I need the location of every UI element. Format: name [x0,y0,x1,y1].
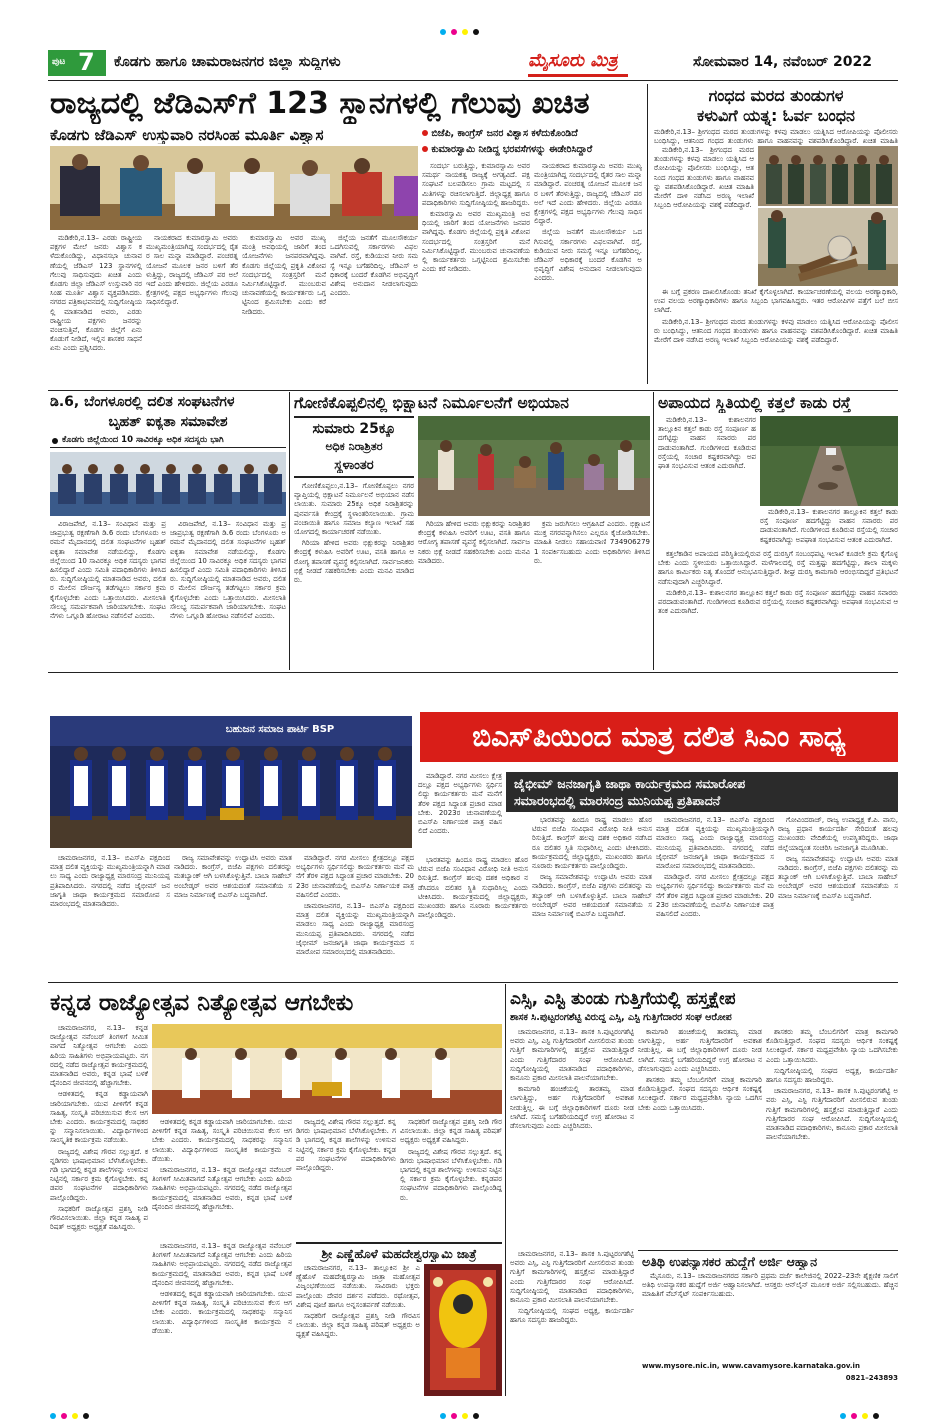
story6-body1c: ಚಾಮರಾಜನಗರ, ನ.13– ಬಿಎಸ್‌ಪಿ ಪಕ್ಷದಿಂದ ಮಾತ್ರ ದಲಿತ ವ್ಯಕ್ತಿಯನ್ನು ಮುಖ್ಯಮಂತ್ರಿಯನ್ನಾಗಿ ಮಾಡಲು ಸಾಧ್ಯ ಎಂದು ರಾಜ್ಯಾಧ್ಯಕ್ಷ ಮಾರಸಂದ್ರ ಮುನಿಯಪ್ಪ ಪ್ರತಿಪಾದಿಸಿದರು. ನಗರದಲ್ಲಿ ನಡೆದ ಜೈಭೀಮ್ ಜನಜಾಗೃತಿ ಜಾಥಾ ಕಾರ್ಯಕ್ರಮದ ಸಮಾರೋಪ ಸಮಾರಂಭದಲ್ಲಿ ಮಾತನಾಡಿದರು. [656,816,774,871]
story1-bullet1 [422,128,652,142]
story9-col1 [510,1028,634,1248]
story6-body2b: ರಾಜ್ಯ ಸಮಾವೇಶವನ್ನು ಉದ್ಘಾಟಿಸಿ ಅವರು ಮಾತನಾಡಿದರು. ಕಾಂಗ್ರೆಸ್, ಬಿಜೆಪಿ ಪಕ್ಷಗಳು ದಲಿತರನ್ನು ಮತಬ್ಯಾಂಕ್ ಆಗಿ ಬಳಸಿಕೊಳ್ಳುತ್ತಿವೆ. ಬಾಬಾ ಸಾಹೇಬ್ ಅಂಬೇಡ್ಕರ್ ಅವರ ಆಶಯದಂತೆ ಸಮಾನತೆಯ ಸಮಾಜ ನಿರ್ಮಾಣಕ್ಕೆ ಬಿಎಸ್‌ಪಿ ಬದ್ಧವಾಗಿದೆ. [532,873,652,919]
story6-subhead-band [506,772,898,812]
story1-col5 [422,162,530,386]
story7-body4b: ಸಾಧಕರಿಗೆ ರಾಜ್ಯೋತ್ಸವ ಪ್ರಶಸ್ತಿ ನೀಡಿ ಗೌರವಿಸಲಾಯಿತು. ಜಿಲ್ಲಾ ಕನ್ನಡ ಸಾಹಿತ್ಯ ಪರಿಷತ್ ಅಧ್ಯಕ್ಷರು ಅಧ್ಯಕ್ಷತೆ ವಹಿಸಿದ್ದರು. [50,1204,148,1232]
story1-body1: ಮಡಿಕೇರಿ,ನ.13– ಎರಡು ರಾಷ್ಟ್ರೀಯ ಪಕ್ಷಗಳ ಮೇಲೆ ಜನರು ವಿಶ್ವಾಸ ಕಳೆದುಕೊಂಡಿದ್ದು, ವಿಧಾನಸಭಾ ಚುನಾವಣೆಯಲ್ಲಿ ಜೆಡಿಎಸ್ 123 ಸ್ಥಾನಗಳಲ್ಲಿ ಗೆಲುವು ಸಾಧಿಸುವುದು ಖಚಿತ ಎಂದು ಕೊಡಗು ಜಿಲ್ಲಾ ಜೆಡಿಎಸ್ ಉಸ್ತುವಾರಿ ನರಸಿಂಹ ಮೂರ್ತಿ ವಿಶ್ವಾಸ ವ್ಯಕ್ತಪಡಿಸಿದರು. ನಗರದ ಪತ್ರಿಕಾಭವನದಲ್ಲಿ ಸುದ್ದಿಗೋಷ್ಠಿಯಲ್ಲಿ ಮಾತನಾಡಿದ ಅವರು, ಎರಡು ರಾಷ್ಟ್ರೀಯ ಪಕ್ಷಗಳು ಜನರನ್ನು ವಂಚಿಸುತ್ತಿವೆ, ಕೊಡಗು ಜಿಲ್ಲೆಗೆ ಏನು ಕೊಡುಗೆ ನೀಡಿದೆ, ಇಲ್ಲಿನ ಶಾಸಕರ ಸಾಧನೆ ಏನು ಎಂದು ಪ್ರಶ್ನಿಸಿದರು. [50,234,142,353]
story5-body2-text: ಕತ್ತಲೆಕಾಡಿನ ಅಪಾಯದ ಪರಿಸ್ಥಿತಿಯಲ್ಲಿರುವ ರಸ್ತೆ ದುರಸ್ತಿಗೆ ಸಂಬಂಧಪಟ್ಟ ಇಲಾಖೆ ಕೂಡಲೇ ಕ್ರಮ ಕೈಗೊಳ್ಳಬೇಕು ಎಂದು ಸ್ಥಳೀಯರು ಒತ್ತಾಯಿಸಿದ್ದಾರೆ. ಮಳೆಗಾಲದಲ್ಲಿ ರಸ್ತೆ ಮತ್ತಷ್ಟು ಹದಗೆಟ್ಟಿದ್ದು, ಶಾಲಾ ಮಕ್ಕಳು ಹಾಗೂ ಕಾರ್ಮಿಕರು ನಿತ್ಯ ತೊಂದರೆ ಅನುಭವಿಸುತ್ತಿದ್ದಾರೆ. ಶೀಘ್ರ ದುರಸ್ತಿ ಕಾಮಗಾರಿ ಆರಂಭಿಸದಿದ್ದರೆ ಪ್ರತಿಭಟನೆ ನಡೆಸುವುದಾಗಿ ಎಚ್ಚರಿಸಿದ್ದಾರೆ. [658,550,898,586]
registration-marks-bottom-left [50,1404,120,1412]
story4-box-line2: ಅಧಿಕ ನಿರಾಶ್ರಿತರ [325,440,383,453]
story9-body4b: ಸುದ್ದಿಗೋಷ್ಠಿಯಲ್ಲಿ ಸಂಘದ ಅಧ್ಯಕ್ಷ, ಕಾರ್ಯದರ್ಶಿ ಹಾಗೂ ಸದಸ್ಯರು ಹಾಜರಿದ್ದರು. [510,1307,634,1325]
story6-col4 [418,856,528,978]
story1-col6 [534,162,642,386]
story6-col3 [296,854,414,978]
story1-body4: ಸಂದರ್ಭ ಬರುತ್ತಿದ್ದು, ಕುಮಾರಸ್ವಾಮಿ ಅವರ ಸಮರ್ಥ ನಾಯಕತ್ವ ರಾಜ್ಯಕ್ಕೆ ಅಗತ್ಯವಿದೆ. ಪಕ್ಷ ಸಂಘಟನೆ ಬಲಪಡಿಸಲು ಗ್ರಾಮ ಮಟ್ಟದಲ್ಲಿ ಸಮಿತಿಗಳನ್ನು ರಚಿಸಲಾಗುತ್ತಿದೆ. ಜಿಲ್ಲಾಧ್ಯಕ್ಷ ಹಾಗೂ ಪದಾಧಿಕಾರಿಗಳು ಸುದ್ದಿಗೋಷ್ಠಿಯಲ್ಲಿ ಹಾಜರಿದ್ದರು. [422,162,530,207]
story2-body1b: ಮಡಿಕೇರಿ,ನ.13– ಶ್ರೀಗಂಧದ ಮರದ ತುಂಡುಗಳನ್ನು ಕಳವು ಮಾಡಲು ಯತ್ನಿಸಿದ ಆರೋಪಿಯನ್ನು ಪೊಲೀಸರು ಬಂಧಿಸಿದ್ದು, ಆತನಿಂದ ಗಂಧದ ತುಂಡುಗಳು ಹಾಗೂ ವಾಹನವನ್ನು ವಶಪಡಿಸಿಕೊಂಡಿದ್ದಾರೆ. ಖಚಿತ ಮಾಹಿತಿ ಮೇರೆಗೆ ದಾಳಿ ನಡೆಸಿದ ಅರಣ್ಯ ಇಲಾಖೆ ಸಿಬ್ಬಂದಿ ಆರೋಪಿಯನ್ನು ವಶಕ್ಕೆ ಪಡೆದಿದ್ದಾರೆ. [654,146,754,210]
story4-col1 [294,482,414,668]
story2-headline2: ಕಳುವಿಗೆ ಯತ್ನ: ಓರ್ವ ಬಂಧನ [697,106,855,125]
bullet2-text: ಕುಮಾರಸ್ವಾಮಿ ನೀಡಿದ್ದ ಭರವಸೆಗಳನ್ನು ಈಡೇರಿಸಿದ್ದಾರೆ [431,144,593,155]
story10-links-text[interactable]: www.mysore.nic.in, www.cavamysore.karnataka.gov.in [642,1362,860,1370]
story4-box-line3: ಸ್ಥಳಾಂತರ [334,458,374,473]
row-rule-2 [48,672,898,673]
story9-body2b: ಕಾಮಗಾರಿ ಹಂಚಿಕೆಯಲ್ಲಿ ತಾರತಮ್ಯ ಮಾಡಲಾಗುತ್ತಿದ್ದು, ಅರ್ಹ ಗುತ್ತಿಗೆದಾರರಿಗೆ ಅವಕಾಶ ನೀಡುತ್ತಿಲ್ಲ. ಈ ಬಗ್ಗೆ ಜಿಲ್ಲಾಧಿಕಾರಿಗಳಿಗೆ ದೂರು ನೀಡಲಾಗಿದೆ. ಸಮಸ್ಯೆ ಬಗೆಹರಿಯದಿದ್ದರೆ ಉಗ್ರ ಹೋರಾಟ ನಡೆಸಲಾಗುವುದು ಎಂದು ಎಚ್ಚರಿಸಿದರು. [510,1085,634,1131]
story9-body4: ಸುದ್ದಿಗೋಷ್ಠಿಯಲ್ಲಿ ಸಂಘದ ಅಧ್ಯಕ್ಷ, ಕಾರ್ಯದರ್ಶಿ ಹಾಗೂ ಸದಸ್ಯರು ಹಾಜರಿದ್ದರು. [766,1066,898,1085]
story4-body3: ಕ್ರಮ ಜರುಗಿಸಲು ಆಗ್ರಹಿಸಿದೆ ಎಂದರು. ಭಿಕ್ಷಾಟನೆ ಮುಕ್ತ ನಗರವನ್ನಾಗಿಸಲು ಎಲ್ಲರೂ ಕೈಜೋಡಿಸಬೇಕು. ಮಾಹಿತಿ ನೀಡಲು ಸಹಾಯವಾಣಿ 7349062791 ಸಂಪರ್ಕಿಸಬಹುದು ಎಂದು ಅಧಿಕಾರಿಗಳು ತಿಳಿಸಿದರು. [534,520,650,565]
story7-body2c: ಆಡಳಿತದಲ್ಲಿ ಕನ್ನಡ ಕಡ್ಡಾಯವಾಗಿ ಜಾರಿಯಾಗಬೇಕು. ಯುವ ಪೀಳಿಗೆಗೆ ಕನ್ನಡ ಸಾಹಿತ್ಯ, ಸಂಸ್ಕೃತಿ ಪರಿಚಯಿಸುವ ಕೆಲಸ ಆಗಬೇಕು ಎಂದರು. ಕಾರ್ಯಕ್ರಮದಲ್ಲಿ ಸಾಧಕರನ್ನು ಸನ್ಮಾನಿಸಲಾಯಿತು. ವಿದ್ಯಾರ್ಥಿಗಳಿಂದ ಸಾಂಸ್ಕೃತಿಕ ಕಾರ್ಯಕ್ರಮ ನಡೆಯಿತು. [152,1290,292,1335]
story10-contact [642,1374,898,1384]
story7-body1: ಚಾಮರಾಜನಗರ, ನ.13– ಕನ್ನಡ ರಾಜ್ಯೋತ್ಸವ ನವೆಂಬರ್ ತಿಂಗಳಿಗೆ ಸೀಮಿತವಾಗದೆ ನಿತ್ಯೋತ್ಸವ ಆಗಬೇಕು ಎಂದು ಹಿರಿಯ ಸಾಹಿತಿಗಳು ಅಭಿಪ್ರಾಯಪಟ್ಟರು. ನಗರದಲ್ಲಿ ನಡೆದ ರಾಜ್ಯೋತ್ಸವ ಕಾರ್ಯಕ್ರಮದಲ್ಲಿ ಮಾತನಾಡಿದ ಅವರು, ಕನ್ನಡ ಭಾಷೆ ಬಳಕೆ ದೈನಂದಿನ ಜೀವನದಲ್ಲಿ ಹೆಚ್ಚಾಗಬೇಕು. [50,1024,148,1088]
bullet-dot-icon [52,438,58,444]
story7-body3c: ರಾಜ್ಯದಲ್ಲಿ ವಿಶೇಷ ಗೌರವ ಸಲ್ಲುತ್ತದೆ. ಕನ್ನಡಿಗರು ಭಾಷಾಭಿಮಾನ ಬೆಳೆಸಿಕೊಳ್ಳಬೇಕು. ಗಡಿ ಭಾಗದಲ್ಲಿ ಕನ್ನಡ ಶಾಲೆಗಳನ್ನು ಉಳಿಸುವ ನಿಟ್ಟಿನಲ್ಲಿ ಸರ್ಕಾರ ಕ್ರಮ ಕೈಗೊಳ್ಳಬೇಕು. ಕನ್ನಡಪರ ಸಂಘಟನೆಗಳ ಪದಾಧಿಕಾರಿಗಳು ಪಾಲ್ಗೊಂಡಿದ್ದರು. [400,1147,502,1202]
story10-headline: ಅತಿಥಿ ಉಪನ್ಯಾಸಕರ ಹುದ್ದೆಗೆ ಅರ್ಜಿ ಆಹ್ವಾನ [642,1254,818,1269]
black-dot-icon [473,29,479,35]
registration-marks-bottom-mid [440,1404,510,1412]
story2-col-left [654,146,754,286]
story9-col2 [638,1028,762,1248]
story3-subhead-box [50,434,286,448]
story5-body1c: ಮಡಿಕೇರಿ,ನ.13– ಕುಶಾಲನಗರ ತಾಲ್ಲೂಕಿನ ಕತ್ತಲೆ ಕಾಡು ರಸ್ತೆ ಸಂಪೂರ್ಣ ಹದಗೆಟ್ಟಿದ್ದು ವಾಹನ ಸವಾರರು ಪರದಾಡುವಂತಾಗಿದೆ. ಗುಂಡಿಗಳಿಂದ ಕೂಡಿರುವ ರಸ್ತೆಯಲ್ಲಿ ಸಂಚಾರ ಕಷ್ಟಕರವಾಗಿದ್ದು ಅಪಘಾತ ಸಂಭವಿಸುವ ಆತಂಕ ಎದುರಾಗಿದೆ. [658,588,898,616]
story1-headline: ರಾಜ್ಯದಲ್ಲಿ ಜೆಡಿಎಸ್‌ಗೆ 123 ಸ್ಥಾನಗಳಲ್ಲಿ ಗೆಲುವು ಖಚಿತ [50,86,590,121]
row-rule-3 [48,982,898,983]
story2-photo-seized-logs [758,208,898,286]
story7-body2: ಆಡಳಿತದಲ್ಲಿ ಕನ್ನಡ ಕಡ್ಡಾಯವಾಗಿ ಜಾರಿಯಾಗಬೇಕು. ಯುವ ಪೀಳಿಗೆಗೆ ಕನ್ನಡ ಸಾಹಿತ್ಯ, ಸಂಸ್ಕೃತಿ ಪರಿಚಯಿಸುವ ಕೆಲಸ ಆಗಬೇಕು ಎಂದರು. ಕಾರ್ಯಕ್ರಮದಲ್ಲಿ ಸಾಧಕರನ್ನು ಸನ್ಮಾನಿಸಲಾಯಿತು. ವಿದ್ಯಾರ್ಥಿಗಳಿಂದ ಸಾಂಸ್ಕೃತಿಕ ಕಾರ್ಯಕ್ರಮ ನಡೆಯಿತು. [152,1118,292,1163]
story6-col1 [50,854,170,978]
story5-photo-road [760,416,898,506]
story7-body1b: ಚಾಮರಾಜನಗರ, ನ.13– ಕನ್ನಡ ರಾಜ್ಯೋತ್ಸವ ನವೆಂಬರ್ ತಿಂಗಳಿಗೆ ಸೀಮಿತವಾಗದೆ ನಿತ್ಯೋತ್ಸವ ಆಗಬೇಕು ಎಂದು ಹಿರಿಯ ಸಾಹಿತಿಗಳು ಅಭಿಪ್ರಾಯಪಟ್ಟರು. ನಗರದಲ್ಲಿ ನಡೆದ ರಾಜ್ಯೋತ್ಸವ ಕಾರ್ಯಕ್ರಮದಲ್ಲಿ ಮಾತನಾಡಿದ ಅವರು, ಕನ್ನಡ ಭಾಷೆ ಬಳಕೆ ದೈನಂದಿನ ಜೀವನದಲ್ಲಿ ಹೆಚ್ಚಾಗಬೇಕು. [152,1166,292,1211]
story4-body2b: ಗಿರಿಯಾ ಹೇಳಿದ ಅವರು ಭಿಕ್ಷುಕರನ್ನು ನಿರಾಶ್ರಿತರ ಕೇಂದ್ರಕ್ಕೆ ಕಳುಹಿಸಿ ಅವರಿಗೆ ಊಟ, ವಸತಿ ಹಾಗೂ ಆರೋಗ್ಯ ತಪಾಸಣೆ ವ್ಯವಸ್ಥೆ ಕಲ್ಪಿಸಲಾಗಿದೆ. ಸಾರ್ವಜನಿಕರು ಭಿಕ್ಷೆ ನೀಡದೆ ಸಹಕರಿಸಬೇಕು ಎಂದು ಮನವಿ ಮಾಡಿದರು. [294,539,414,585]
story6-col7 [778,816,898,978]
story6-body3c: ಮಾಡಿದ್ದಾರೆ. ನಗರ ಮೀಸಲು ಕ್ಷೇತ್ರದಲ್ಲೂ ಪಕ್ಷದ ಅಭ್ಯರ್ಥಿಗಳು ಸ್ಪರ್ಧಿಸಲಿದ್ದು ಕಾರ್ಯಕರ್ತರು ಮನೆ ಮನೆಗೆ ತೆರಳಿ ಪಕ್ಷದ ಸಿದ್ಧಾಂತ ಪ್ರಚಾರ ಮಾಡಬೇಕು. 2023ರ ಚುನಾವಣೆಯಲ್ಲಿ ಬಿಎಸ್‌ಪಿ ನಿರ್ಣಾಯಕ ಪಾತ್ರ ವಹಿಸಲಿದೆ ಎಂದರು. [656,873,774,919]
story6-col-a [418,772,502,854]
page-number-box [48,50,106,76]
story7-col4 [400,1118,502,1238]
story6-body5: ಗೋವಿಂದರಾಜ್, ರಾಜ್ಯ ಉಪಾಧ್ಯಕ್ಷ ಕೆ.ಪಿ. ವಾಸು, ರಾಜ್ಯ ಪ್ರಧಾನ ಕಾರ್ಯದರ್ಶಿ ಸೇರಿದಂತೆ ಹಲವು ಮುಖಂಡರು ವೇದಿಕೆಯಲ್ಲಿ ಉಪಸ್ಥಿತರಿದ್ದರು. ಜಾಥಾ ಜಿಲ್ಲೆಯಾದ್ಯಂತ ಸಂಚರಿಸಿ ಜನಜಾಗೃತಿ ಮೂಡಿಸಿತು. [778,816,898,852]
story9-subhead: ಶಾಸಕ ಸಿ.ಪುಟ್ಟರಂಗಶೆಟ್ಟಿ ವಿರುದ್ಧ ಎಸ್ಸಿ, ಎಸ್ಟಿ ಗುತ್ತಿಗೆದಾರರ ಸಂಘ ಆರೋಪ [510,1012,732,1023]
col-rule-right [647,84,648,384]
story5-col-right [760,508,898,548]
col-rule-bottom [505,984,506,1396]
page-number: 7 [78,48,95,76]
story7-headline: ಕನ್ನಡ ರಾಜ್ಯೋತ್ಸವ ನಿತ್ಯೋತ್ಸವ ಆಗಬೇಕು [50,990,354,1016]
magenta-dot-icon [451,1413,457,1419]
story4-body1: ಗೋಣಿಕೊಪ್ಪಲು,ನ.13– ಗೋಣಿಕೊಪ್ಪಲು ನಗರ ವ್ಯಾಪ್ತಿಯಲ್ಲಿ ಭಿಕ್ಷಾಟನೆ ನಿರ್ಮೂಲನೆ ಅಭಿಯಾನ ನಡೆಸಲಾಯಿತು. ಸುಮಾರು 25ಕ್ಕೂ ಅಧಿಕ ನಿರಾಶ್ರಿತರನ್ನು ಪುನರ್ವಸತಿ ಕೇಂದ್ರಕ್ಕೆ ಸ್ಥಳಾಂತರಿಸಲಾಯಿತು. ಗ್ರಾಮ ಪಂಚಾಯಿತಿ ಹಾಗೂ ಸಮಾಜ ಕಲ್ಯಾಣ ಇಲಾಖೆ ಸಹಯೋಗದಲ್ಲಿ ಕಾರ್ಯಾಚರಣೆ ನಡೆಯಿತು. [294,482,414,537]
story6-photo-banner: ಬಹುಜನ ಸಮಾಜ ಪಾರ್ಟಿ BSP [225,724,335,735]
story2-body1c: ಮಡಿಕೇರಿ,ನ.13– ಶ್ರೀಗಂಧದ ಮರದ ತುಂಡುಗಳನ್ನು ಕಳವು ಮಾಡಲು ಯತ್ನಿಸಿದ ಆರೋಪಿಯನ್ನು ಪೊಲೀಸರು ಬಂಧಿಸಿದ್ದು, ಆತನಿಂದ ಗಂಧದ ತುಂಡುಗಳು ಹಾಗೂ ವಾಹನವನ್ನು ವಶಪಡಿಸಿಕೊಂಡಿದ್ದಾರೆ. ಖಚಿತ ಮಾಹಿತಿ ಮೇರೆಗೆ ದಾಳಿ ನಡೆಸಿದ ಅರಣ್ಯ ಇಲಾಖೆ ಸಿಬ್ಬಂದಿ ಆರೋಪಿಯನ್ನು ವಶಕ್ಕೆ ಪಡೆದಿದ್ದಾರೆ. [654,317,898,345]
story5-col-left [658,416,756,548]
story6-headline: ಬಿಎಸ್‌ಪಿಯಿಂದ ಮಾತ್ರ ದಲಿತ ಸಿಎಂ ಸಾಧ್ಯ [472,720,846,753]
story9-body1: ಚಾಮರಾಜನಗರ, ನ.13– ಶಾಸಕ ಸಿ.ಪುಟ್ಟರಂಗಶೆಟ್ಟಿ ಅವರು ಎಸ್ಸಿ, ಎಸ್ಟಿ ಗುತ್ತಿಗೆದಾರರಿಗೆ ಮೀಸಲಿರುವ ತುಂಡು ಗುತ್ತಿಗೆ ಕಾಮಗಾರಿಗಳಲ್ಲಿ ಹಸ್ತಕ್ಷೇಪ ಮಾಡುತ್ತಿದ್ದಾರೆ ಎಂದು ಗುತ್ತಿಗೆದಾರರ ಸಂಘ ಆರೋಪಿಸಿದೆ. ಸುದ್ದಿಗೋಷ್ಠಿಯಲ್ಲಿ ಮಾತನಾಡಿದ ಪದಾಧಿಕಾರಿಗಳು, ಕಾನೂನು ಪ್ರಕಾರ ಮೀಸಲಾತಿ ಪಾಲನೆಯಾಗಬೇಕು. [510,1028,634,1083]
story6-col2 [174,854,292,978]
story8-col1 [296,1264,420,1396]
story7-col2 [152,1118,292,1238]
story3-subhead: ಕೊಡಗು ಜಿಲ್ಲೆಯಿಂದ 10 ಸಾವಿರಕ್ಕೂ ಅಧಿಕ ಸದಸ್ಯರು ಭಾಗಿ [62,435,224,445]
story1-bullet2 [422,144,652,158]
section-title: ಕೊಡಗು ಹಾಗೂ ಚಾಮರಾಜನಗರ ಜಿಲ್ಲಾ ಸುದ್ದಿಗಳು [114,54,341,70]
cyan-dot-icon [440,1413,446,1419]
registration-marks-top [440,20,510,28]
story5-body1b: ಮಡಿಕೇರಿ,ನ.13– ಕುಶಾಲನಗರ ತಾಲ್ಲೂಕಿನ ಕತ್ತಲೆ ಕಾಡು ರಸ್ತೆ ಸಂಪೂರ್ಣ ಹದಗೆಟ್ಟಿದ್ದು ವಾಹನ ಸವಾರರು ಪರದಾಡುವಂತಾಗಿದೆ. ಗುಂಡಿಗಳಿಂದ ಕೂಡಿರುವ ರಸ್ತೆಯಲ್ಲಿ ಸಂಚಾರ ಕಷ್ಟಕರವಾಗಿದ್ದು ಅಪಘಾತ ಸಂಭವಿಸುವ ಆತಂಕ ಎದುರಾಗಿದೆ. [760,508,898,544]
header-rule [48,80,898,81]
page-header [48,48,898,78]
story4-col2 [418,520,530,668]
story6-body1: ಚಾಮರಾಜನಗರ, ನ.13– ಬಿಎಸ್‌ಪಿ ಪಕ್ಷದಿಂದ ಮಾತ್ರ ದಲಿತ ವ್ಯಕ್ತಿಯನ್ನು ಮುಖ್ಯಮಂತ್ರಿಯನ್ನಾಗಿ ಮಾಡಲು ಸಾಧ್ಯ ಎಂದು ರಾಜ್ಯಾಧ್ಯಕ್ಷ ಮಾರಸಂದ್ರ ಮುನಿಯಪ್ಪ ಪ್ರತಿಪಾದಿಸಿದರು. ನಗರದಲ್ಲಿ ನಡೆದ ಜೈಭೀಮ್ ಜನಜಾಗೃತಿ ಜಾಥಾ ಕಾರ್ಯಕ್ರಮದ ಸಮಾರೋಪ ಸಮಾರಂಭದಲ್ಲಿ ಮಾತನಾಡಿದರು. [50,854,170,909]
story6-body2: ರಾಜ್ಯ ಸಮಾವೇಶವನ್ನು ಉದ್ಘಾಟಿಸಿ ಅವರು ಮಾತನಾಡಿದರು. ಕಾಂಗ್ರೆಸ್, ಬಿಜೆಪಿ ಪಕ್ಷಗಳು ದಲಿತರನ್ನು ಮತಬ್ಯಾಂಕ್ ಆಗಿ ಬಳಸಿಕೊಳ್ಳುತ್ತಿವೆ. ಬಾಬಾ ಸಾಹೇಬ್ ಅಂಬೇಡ್ಕರ್ ಅವರ ಆಶಯದಂತೆ ಸಮಾನತೆಯ ಸಮಾಜ ನಿರ್ಮಾಣಕ್ಕೆ ಬಿಎಸ್‌ಪಿ ಬದ್ಧವಾಗಿದೆ. [174,854,292,899]
story1-body5b: ಜಿಲ್ಲೆಯ ಜನತೆಗೆ ಮೂಲಸೌಕರ್ಯ ಒದಗಿಸುವಲ್ಲಿ ಸರ್ಕಾರಗಳು ವಿಫಲವಾಗಿವೆ. ರಸ್ತೆ, ಕುಡಿಯುವ ನೀರು ಸಮಸ್ಯೆ ಇನ್ನೂ ಬಗೆಹರಿದಿಲ್ಲ. ಜೆಡಿಎಸ್ ಅಧಿಕಾರಕ್ಕೆ ಬಂದರೆ ಕೊಡಗಿನ ಅಭಿವೃದ್ಧಿಗೆ ವಿಶೇಷ ಅನುದಾನ ನೀಡಲಾಗುವುದು ಎಂದರು. [534,228,642,283]
story6-body2c: ರಾಜ್ಯ ಸಮಾವೇಶವನ್ನು ಉದ್ಘಾಟಿಸಿ ಅವರು ಮಾತನಾಡಿದರು. ಕಾಂಗ್ರೆಸ್, ಬಿಜೆಪಿ ಪಕ್ಷಗಳು ದಲಿತರನ್ನು ಮತಬ್ಯಾಂಕ್ ಆಗಿ ಬಳಸಿಕೊಳ್ಳುತ್ತಿವೆ. ಬಾಬಾ ಸಾಹೇಬ್ ಅಂಬೇಡ್ಕರ್ ಅವರ ಆಶಯದಂತೆ ಸಮಾನತೆಯ ಸಮಾಜ ನಿರ್ಮಾಣಕ್ಕೆ ಬಿಎಸ್‌ಪಿ ಬದ್ಧವಾಗಿದೆ. [778,854,898,900]
story3-col2 [170,520,286,668]
story6-body4: ಭಾರತವನ್ನು ಹಿಂದೂ ರಾಷ್ಟ್ರ ಮಾಡಲು ಹೊರಟಿರುವ ಬಿಜೆಪಿ ಸಂವಿಧಾನ ವಿರೋಧಿ ನೀತಿ ಅನುಸರಿಸುತ್ತಿದೆ. ಕಾಂಗ್ರೆಸ್ ಹಲವು ದಶಕ ಅಧಿಕಾರ ನಡೆಸಿದರೂ ದಲಿತರ ಸ್ಥಿತಿ ಸುಧಾರಿಸಿಲ್ಲ ಎಂದು ಟೀಕಿಸಿದರು. ಕಾರ್ಯಕ್ರಮದಲ್ಲಿ ಜಿಲ್ಲಾಧ್ಯಕ್ಷರು, ಮುಖಂಡರು ಹಾಗೂ ನೂರಾರು ಕಾರ್ಯಕರ್ತರು ಪಾಲ್ಗೊಂಡಿದ್ದರು. [418,856,528,920]
story5-body1: ಮಡಿಕೇರಿ,ನ.13– ಕುಶಾಲನಗರ ತಾಲ್ಲೂಕಿನ ಕತ್ತಲೆ ಕಾಡು ರಸ್ತೆ ಸಂಪೂರ್ಣ ಹದಗೆಟ್ಟಿದ್ದು ವಾಹನ ಸವಾರರು ಪರದಾಡುವಂತಾಗಿದೆ. ಗುಂಡಿಗಳಿಂದ ಕೂಡಿರುವ ರಸ್ತೆಯಲ್ಲಿ ಸಂಚಾರ ಕಷ್ಟಕರವಾಗಿದ್ದು ಅಪಘಾತ ಸಂಭವಿಸುವ ಆತಂಕ ಎದುರಾಗಿದೆ. [658,416,756,471]
story10-top-rule [638,1250,898,1251]
story4-box-line1: ಸುಮಾರು 25ಕ್ಕೂ [312,421,396,437]
story7-body3b: ರಾಜ್ಯದಲ್ಲಿ ವಿಶೇಷ ಗೌರವ ಸಲ್ಲುತ್ತದೆ. ಕನ್ನಡಿಗರು ಭಾಷಾಭಿಮಾನ ಬೆಳೆಸಿಕೊಳ್ಳಬೇಕು. ಗಡಿ ಭಾಗದಲ್ಲಿ ಕನ್ನಡ ಶಾಲೆಗಳನ್ನು ಉಳಿಸುವ ನಿಟ್ಟಿನಲ್ಲಿ ಸರ್ಕಾರ ಕ್ರಮ ಕೈಗೊಳ್ಳಬೇಕು. ಕನ್ನಡಪರ ಸಂಘಟನೆಗಳ ಪದಾಧಿಕಾರಿಗಳು ಪಾಲ್ಗೊಂಡಿದ್ದರು. [50,1147,148,1202]
story1-col2 [146,234,238,386]
story4-headline: ಗೋಣಿಕೊಪ್ಪಲಿನಲ್ಲಿ ಭಿಕ್ಷಾಟನೆ ನಿರ್ಮೂಲನೆಗೆ ಅಭಿಯಾನ [294,394,569,412]
story10-contact-text: 0821–243893 [845,1374,898,1382]
story8-body: ಚಾಮರಾಜನಗರ, ನ.13– ತಾಲ್ಲೂಕಿನ ಶ್ರೀ ಎಣ್ಣೆಹೊಳೆ ಮಹದೇಶ್ವರಸ್ವಾಮಿ ಜಾತ್ರಾ ಮಹೋತ್ಸವ ವಿಜೃಂಭಣೆಯಿಂದ ನಡೆಯಿತು. ಸಾವಿರಾರು ಭಕ್ತರು ಪಾಲ್ಗೊಂಡು ದೇವರ ದರ್ಶನ ಪಡೆದರು. ರಥೋತ್ಸವ, ವಿಶೇಷ ಪೂಜೆ ಹಾಗೂ ಅನ್ನಸಂತರ್ಪಣೆ ನಡೆಯಿತು. [296,1264,420,1309]
story6-photo-bsp-event [50,716,412,848]
story6-col6 [656,816,774,978]
story1-body3: ಕುಮಾರಸ್ವಾಮಿ ಅವರ ಮುಖ್ಯಮಂತ್ರಿ ಅವಧಿಯಲ್ಲಿ ಜಾರಿಗೆ ತಂದ ಯೋಜನೆಗಳು ಜನಪರವಾಗಿದ್ದವು. ಕೊಡಗು ಜಿಲ್ಲೆಯಲ್ಲಿ ಪ್ರಕೃತಿ ವಿಕೋಪ ಸಂದರ್ಭದಲ್ಲಿ ಸಂತ್ರಸ್ತರಿಗೆ ಮನೆ ನಿರ್ಮಿಸಿಕೊಟ್ಟಿದ್ದಾರೆ. ಮುಂಬರುವ ಚುನಾವಣೆಯಲ್ಲಿ ಕಾರ್ಯಕರ್ತರು ಒಗ್ಗಟ್ಟಿನಿಂದ ಶ್ರಮಿಸಬೇಕು ಎಂದು ಕರೆ ನೀಡಿದರು. [242,234,326,316]
story7-body4c: ಸಾಧಕರಿಗೆ ರಾಜ್ಯೋತ್ಸವ ಪ್ರಶಸ್ತಿ ನೀಡಿ ಗೌರವಿಸಲಾಯಿತು. ಜಿಲ್ಲಾ ಕನ್ನಡ ಸಾಹಿತ್ಯ ಪರಿಷತ್ ಅಧ್ಯಕ್ಷರು ಅಧ್ಯಕ್ಷತೆ ವಹಿಸಿದ್ದರು. [296,1312,420,1339]
story1-body5: ಜಿಲ್ಲೆಯ ಜನತೆಗೆ ಮೂಲಸೌಕರ್ಯ ಒದಗಿಸುವಲ್ಲಿ ಸರ್ಕಾರಗಳು ವಿಫಲವಾಗಿವೆ. ರಸ್ತೆ, ಕುಡಿಯುವ ನೀರು ಸಮಸ್ಯೆ ಇನ್ನೂ ಬಗೆಹರಿದಿಲ್ಲ. ಜೆಡಿಎಸ್ ಅಧಿಕಾರಕ್ಕೆ ಬಂದರೆ ಕೊಡಗಿನ ಅಭಿವೃದ್ಧಿಗೆ ವಿಶೇಷ ಅನುದಾನ ನೀಡಲಾಗುವುದು ಎಂದರು. [330,234,418,298]
bullet-dot-icon [422,146,428,152]
black-dot-icon [473,1413,479,1419]
story9-body3b: ಶಾಸಕರು ತಮ್ಮ ಬೆಂಬಲಿಗರಿಗೆ ಮಾತ್ರ ಕಾಮಗಾರಿ ಕೊಡಿಸುತ್ತಿದ್ದಾರೆ. ಸಂಘದ ಸದಸ್ಯರು ಆರ್ಥಿಕ ಸಂಕಷ್ಟಕ್ಕೆ ಸಿಲುಕಿದ್ದಾರೆ. ಸರ್ಕಾರ ಮಧ್ಯಪ್ರವೇಶಿಸಿ ನ್ಯಾಯ ಒದಗಿಸಬೇಕು ಎಂದು ಒತ್ತಾಯಿಸಿದರು. [638,1076,762,1112]
story2-body1: ಮಡಿಕೇರಿ,ನ.13– ಶ್ರೀಗಂಧದ ಮರದ ತುಂಡುಗಳನ್ನು ಕಳವು ಮಾಡಲು ಯತ್ನಿಸಿದ ಆರೋಪಿಯನ್ನು ಪೊಲೀಸರು ಬಂಧಿಸಿದ್ದು, ಆತನಿಂದ ಗಂಧದ ತುಂಡುಗಳು ಹಾಗೂ ವಾಹನವನ್ನು ವಶಪಡಿಸಿಕೊಂಡಿದ್ದಾರೆ. ಖಚಿತ ಮಾಹಿತಿ [654,128,898,146]
story6-headline-box [420,712,898,762]
story2-photo-officials [758,146,898,206]
cyan-dot-icon [840,1413,846,1419]
story6-body3: ಮಾಡಿದ್ದಾರೆ. ನಗರ ಮೀಸಲು ಕ್ಷೇತ್ರದಲ್ಲೂ ಪಕ್ಷದ ಅಭ್ಯರ್ಥಿಗಳು ಸ್ಪರ್ಧಿಸಲಿದ್ದು ಕಾರ್ಯಕರ್ತರು ಮನೆ ಮನೆಗೆ ತೆರಳಿ ಪಕ್ಷದ ಸಿದ್ಧಾಂತ ಪ್ರಚಾರ ಮಾಡಬೇಕು. 2023ರ ಚುನಾವಣೆಯಲ್ಲಿ ಬಿಎಸ್‌ಪಿ ನಿರ್ಣಾಯಕ ಪಾತ್ರ ವಹಿಸಲಿದೆ ಎಂದರು. [418,772,502,836]
story3-col1 [50,520,166,668]
story9-col3 [766,1028,898,1248]
story1-col4 [330,234,418,386]
story6-body1b: ಚಾಮರಾಜನಗರ, ನ.13– ಬಿಎಸ್‌ಪಿ ಪಕ್ಷದಿಂದ ಮಾತ್ರ ದಲಿತ ವ್ಯಕ್ತಿಯನ್ನು ಮುಖ್ಯಮಂತ್ರಿಯನ್ನಾಗಿ ಮಾಡಲು ಸಾಧ್ಯ ಎಂದು ರಾಜ್ಯಾಧ್ಯಕ್ಷ ಮಾರಸಂದ್ರ ಮುನಿಯಪ್ಪ ಪ್ರತಿಪಾದಿಸಿದರು. ನಗರದಲ್ಲಿ ನಡೆದ ಜೈಭೀಮ್ ಜನಜಾಗೃತಿ ಜಾಥಾ ಕಾರ್ಯಕ್ರಮದ ಸಮಾರೋಪ ಸಮಾರಂಭದಲ್ಲಿ ಮಾತನಾಡಿದರು. [296,902,414,957]
story6-col5 [532,816,652,978]
story9-headline: ಎಸ್ಸಿ, ಎಸ್ಟಿ ತುಂಡು ಗುತ್ತಿಗೆಯಲ್ಲಿ ಹಸ್ತಕ್ಷೇಪ [510,989,736,1009]
black-dot-icon [873,1413,879,1419]
story1-body3b: ಕುಮಾರಸ್ವಾಮಿ ಅವರ ಮುಖ್ಯಮಂತ್ರಿ ಅವಧಿಯಲ್ಲಿ ಜಾರಿಗೆ ತಂದ ಯೋಜನೆಗಳು ಜನಪರವಾಗಿದ್ದವು. ಕೊಡಗು ಜಿಲ್ಲೆಯಲ್ಲಿ ಪ್ರಕೃತಿ ವಿಕೋಪ ಸಂದರ್ಭದಲ್ಲಿ ಸಂತ್ರಸ್ತರಿಗೆ ಮನೆ ನಿರ್ಮಿಸಿಕೊಟ್ಟಿದ್ದಾರೆ. ಮುಂಬರುವ ಚುನಾವಣೆಯಲ್ಲಿ ಕಾರ್ಯಕರ್ತರು ಒಗ್ಗಟ್ಟಿನಿಂದ ಶ್ರಮಿಸಬೇಕು ಎಂದು ಕರೆ ನೀಡಿದರು. [422,210,530,274]
story3-body-b: ವಿರಾಜಪೇಟೆ, ನ.13– ಸಂವಿಧಾನ ಮತ್ತು ಪ್ರಜಾಪ್ರಭುತ್ವ ರಕ್ಷಣೆಗಾಗಿ ಡಿ.6 ರಂದು ಬೆಂಗಳೂರು ಅರಮನೆ ಮೈದಾನದಲ್ಲಿ ದಲಿತ ಸಂಘಟನೆಗಳ ಬೃಹತ್ ಐಕ್ಯತಾ ಸಮಾವೇಶ ನಡೆಯಲಿದ್ದು, ಕೊಡಗು ಜಿಲ್ಲೆಯಿಂದ 10 ಸಾವಿರಕ್ಕೂ ಅಧಿಕ ಸದಸ್ಯರು ಭಾಗವಹಿಸಲಿದ್ದಾರೆ ಎಂದು ಸಮಿತಿ ಪದಾಧಿಕಾರಿಗಳು ತಿಳಿಸಿದರು. ಸುದ್ದಿಗೋಷ್ಠಿಯಲ್ಲಿ ಮಾತನಾಡಿದ ಅವರು, ದಲಿತರ ಮೇಲಿನ ದೌರ್ಜನ್ಯ ತಡೆಗಟ್ಟಲು ಸರ್ಕಾರ ಕ್ರಮ ಕೈಗೊಳ್ಳಬೇಕು ಎಂದು ಒತ್ತಾಯಿಸಿದರು. ಮೀಸಲಾತಿ ಸೌಲಭ್ಯ ಸಮರ್ಪಕವಾಗಿ ಜಾರಿಯಾಗಬೇಕು. ಸಂಘಟನೆಗಳು ಒಗ್ಗೂಡಿ ಹೋರಾಟ ನಡೆಸಲಿವೆ ಎಂದರು. [170,520,286,621]
story6-subhead1: ಜೈಭೀಮ್ ಜನಜಾಗೃತಿ ಜಾಥಾ ಕಾರ್ಯಕ್ರಮದ ಸಮಾರೋಪ [514,776,746,791]
col-rule-mid2 [653,392,654,670]
story4-col3 [534,520,650,668]
story7-col5 [152,1242,292,1396]
story1-photo-press-meet [50,146,418,230]
yellow-dot-icon [72,1413,78,1419]
story8-photo-deity [424,1264,502,1396]
story7-body1c: ಚಾಮರಾಜನಗರ, ನ.13– ಕನ್ನಡ ರಾಜ್ಯೋತ್ಸವ ನವೆಂಬರ್ ತಿಂಗಳಿಗೆ ಸೀಮಿತವಾಗದೆ ನಿತ್ಯೋತ್ಸವ ಆಗಬೇಕು ಎಂದು ಹಿರಿಯ ಸಾಹಿತಿಗಳು ಅಭಿಪ್ರಾಯಪಟ್ಟರು. ನಗರದಲ್ಲಿ ನಡೆದ ರಾಜ್ಯೋತ್ಸವ ಕಾರ್ಯಕ್ರಮದಲ್ಲಿ ಮಾತನಾಡಿದ ಅವರು, ಕನ್ನಡ ಭಾಷೆ ಬಳಕೆ ದೈನಂದಿನ ಜೀವನದಲ್ಲಿ ಹೆಚ್ಚಾಗಬೇಕು. [152,1242,292,1287]
story3-body: ವಿರಾಜಪೇಟೆ, ನ.13– ಸಂವಿಧಾನ ಮತ್ತು ಪ್ರಜಾಪ್ರಭುತ್ವ ರಕ್ಷಣೆಗಾಗಿ ಡಿ.6 ರಂದು ಬೆಂಗಳೂರು ಅರಮನೆ ಮೈದಾನದಲ್ಲಿ ದಲಿತ ಸಂಘಟನೆಗಳ ಬೃಹತ್ ಐಕ್ಯತಾ ಸಮಾವೇಶ ನಡೆಯಲಿದ್ದು, ಕೊಡಗು ಜಿಲ್ಲೆಯಿಂದ 10 ಸಾವಿರಕ್ಕೂ ಅಧಿಕ ಸದಸ್ಯರು ಭಾಗವಹಿಸಲಿದ್ದಾರೆ ಎಂದು ಸಮಿತಿ ಪದಾಧಿಕಾರಿಗಳು ತಿಳಿಸಿದರು. ಸುದ್ದಿಗೋಷ್ಠಿಯಲ್ಲಿ ಮಾತನಾಡಿದ ಅವರು, ದಲಿತರ ಮೇಲಿನ ದೌರ್ಜನ್ಯ ತಡೆಗಟ್ಟಲು ಸರ್ಕಾರ ಕ್ರಮ ಕೈಗೊಳ್ಳಬೇಕು ಎಂದು ಒತ್ತಾಯಿಸಿದರು. ಮೀಸಲಾತಿ ಸೌಲಭ್ಯ ಸಮರ್ಪಕವಾಗಿ ಜಾರಿಯಾಗಬೇಕು. ಸಂಘಟನೆಗಳು ಒಗ್ಗೂಡಿ ಹೋರಾಟ ನಡೆಸಲಿವೆ ಎಂದರು. [50,520,166,621]
story3-photo-meeting [50,452,286,516]
page-label: ಪುಟ [52,57,66,67]
story6-subhead2: ಸಮಾರಂಭದಲ್ಲಿ ಮಾರಸಂದ್ರ ಮುನಿಯಪ್ಪ ಪ್ರತಿಪಾದನೆ [514,793,721,808]
story8-headline: ಶ್ರೀ ಎಣ್ಣೆಹೊಳೆ ಮಹದೇಶ್ವರಸ್ವಾಮಿ ಜಾತ್ರೆ [296,1242,502,1262]
story5-body2 [658,550,898,668]
story10-links[interactable] [642,1362,898,1372]
story9-body1b: ಚಾಮರಾಜನಗರ, ನ.13– ಶಾಸಕ ಸಿ.ಪುಟ್ಟರಂಗಶೆಟ್ಟಿ ಅವರು ಎಸ್ಸಿ, ಎಸ್ಟಿ ಗುತ್ತಿಗೆದಾರರಿಗೆ ಮೀಸಲಿರುವ ತುಂಡು ಗುತ್ತಿಗೆ ಕಾಮಗಾರಿಗಳಲ್ಲಿ ಹಸ್ತಕ್ಷೇಪ ಮಾಡುತ್ತಿದ್ದಾರೆ ಎಂದು ಗುತ್ತಿಗೆದಾರರ ಸಂಘ ಆರೋಪಿಸಿದೆ. ಸುದ್ದಿಗೋಷ್ಠಿಯಲ್ಲಿ ಮಾತನಾಡಿದ ಪದಾಧಿಕಾರಿಗಳು, ಕಾನೂನು ಪ್ರಕಾರ ಮೀಸಲಾತಿ ಪಾಲನೆಯಾಗಬೇಕು. [766,1087,898,1142]
bullet1-text: ಬಿಜೆಪಿ, ಕಾಂಗ್ರೆಸ್ ಜನರ ವಿಶ್ವಾಸ ಕಳೆದುಕೊಂಡಿದೆ [431,128,578,139]
story9-body2: ಕಾಮಗಾರಿ ಹಂಚಿಕೆಯಲ್ಲಿ ತಾರತಮ್ಯ ಮಾಡಲಾಗುತ್ತಿದ್ದು, ಅರ್ಹ ಗುತ್ತಿಗೆದಾರರಿಗೆ ಅವಕಾಶ ನೀಡುತ್ತಿಲ್ಲ. ಈ ಬಗ್ಗೆ ಜಿಲ್ಲಾಧಿಕಾರಿಗಳಿಗೆ ದೂರು ನೀಡಲಾಗಿದೆ. ಸಮಸ್ಯೆ ಬಗೆಹರಿಯದಿದ್ದರೆ ಉಗ್ರ ಹೋರಾಟ ನಡೆಸಲಾಗುವುದು ಎಂದು ಎಚ್ಚರಿಸಿದರು. [638,1028,762,1073]
story1-col3 [242,234,326,386]
yellow-dot-icon [462,29,468,35]
magenta-dot-icon [61,1413,67,1419]
story7-photo-event [152,1024,502,1114]
story7-col1 [50,1024,148,1396]
story2-body2 [654,288,898,384]
story3-headline2: ಬೃಹತ್ ಐಕ್ಯತಾ ಸಮಾವೇಶ [108,414,228,430]
issue-date: ಸೋಮವಾರ 14, ನವೆಂಬರ್ 2022 [693,54,872,70]
registration-marks-bottom-right [840,1404,910,1412]
story6-body4b: ಭಾರತವನ್ನು ಹಿಂದೂ ರಾಷ್ಟ್ರ ಮಾಡಲು ಹೊರಟಿರುವ ಬಿಜೆಪಿ ಸಂವಿಧಾನ ವಿರೋಧಿ ನೀತಿ ಅನುಸರಿಸುತ್ತಿದೆ. ಕಾಂಗ್ರೆಸ್ ಹಲವು ದಶಕ ಅಧಿಕಾರ ನಡೆಸಿದರೂ ದಲಿತರ ಸ್ಥಿತಿ ಸುಧಾರಿಸಿಲ್ಲ ಎಂದು ಟೀಕಿಸಿದರು. ಕಾರ್ಯಕ್ರಮದಲ್ಲಿ ಜಿಲ್ಲಾಧ್ಯಕ್ಷರು, ಮುಖಂಡರು ಹಾಗೂ ನೂರಾರು ಕಾರ್ಯಕರ್ತರು ಪಾಲ್ಗೊಂಡಿದ್ದರು. [532,816,652,871]
black-dot-icon [83,1413,89,1419]
story4-body2: ಗಿರಿಯಾ ಹೇಳಿದ ಅವರು ಭಿಕ್ಷುಕರನ್ನು ನಿರಾಶ್ರಿತರ ಕೇಂದ್ರಕ್ಕೆ ಕಳುಹಿಸಿ ಅವರಿಗೆ ಊಟ, ವಸತಿ ಹಾಗೂ ಆರೋಗ್ಯ ತಪಾಸಣೆ ವ್ಯವಸ್ಥೆ ಕಲ್ಪಿಸಲಾಗಿದೆ. ಸಾರ್ವಜನಿಕರು ಭಿಕ್ಷೆ ನೀಡದೆ ಸಹಕರಿಸಬೇಕು ಎಂದು ಮನವಿ ಮಾಡಿದರು. [418,520,530,565]
story6-body3b: ಮಾಡಿದ್ದಾರೆ. ನಗರ ಮೀಸಲು ಕ್ಷೇತ್ರದಲ್ಲೂ ಪಕ್ಷದ ಅಭ್ಯರ್ಥಿಗಳು ಸ್ಪರ್ಧಿಸಲಿದ್ದು ಕಾರ್ಯಕರ್ತರು ಮನೆ ಮನೆಗೆ ತೆರಳಿ ಪಕ್ಷದ ಸಿದ್ಧಾಂತ ಪ್ರಚಾರ ಮಾಡಬೇಕು. 2023ರ ಚುನಾವಣೆಯಲ್ಲಿ ಬಿಎಸ್‌ಪಿ ನಿರ್ಣಾಯಕ ಪಾತ್ರ ವಹಿಸಲಿದೆ ಎಂದರು. [296,854,414,899]
masthead: ಮೈಸೂರು ಮಿತ್ರ [528,50,618,71]
col-rule-mid1 [289,392,290,670]
story2-body2-text: ಈ ಬಗ್ಗೆ ಪ್ರಕರಣ ದಾಖಲಿಸಿಕೊಂಡು ತನಿಖೆ ಕೈಗೊಳ್ಳಲಾಗಿದೆ. ಕಾರ್ಯಾಚರಣೆಯಲ್ಲಿ ವಲಯ ಅರಣ್ಯಾಧಿಕಾರಿ, ಉಪ ವಲಯ ಅರಣ್ಯಾಧಿಕಾರಿಗಳು ಹಾಗೂ ಸಿಬ್ಬಂದಿ ಭಾಗವಹಿಸಿದ್ದರು. ಇತರ ಆರೋಪಿಗಳ ಪತ್ತೆಗೆ ಬಲೆ ಬೀಸಲಾಗಿದೆ. [654,288,898,315]
story4-photo-rescue [418,416,650,516]
story5-headline: ಅಪಾಯದ ಸ್ಥಿತಿಯಲ್ಲಿ ಕತ್ತಲೆ ಕಾಡು ರಸ್ತೆ [658,394,851,412]
cyan-dot-icon [440,29,446,35]
story7-col3 [296,1118,396,1238]
story2-headline1: ಗಂಧದ ಮರದ ತುಂಡುಗಳ [708,86,844,105]
story7-body4: ಸಾಧಕರಿಗೆ ರಾಜ್ಯೋತ್ಸವ ಪ್ರಶಸ್ತಿ ನೀಡಿ ಗೌರವಿಸಲಾಯಿತು. ಜಿಲ್ಲಾ ಕನ್ನಡ ಸಾಹಿತ್ಯ ಪರಿಷತ್ ಅಧ್ಯಕ್ಷರು ಅಧ್ಯಕ್ಷತೆ ವಹಿಸಿದ್ದರು. [400,1118,502,1145]
story9-body3: ಶಾಸಕರು ತಮ್ಮ ಬೆಂಬಲಿಗರಿಗೆ ಮಾತ್ರ ಕಾಮಗಾರಿ ಕೊಡಿಸುತ್ತಿದ್ದಾರೆ. ಸಂಘದ ಸದಸ್ಯರು ಆರ್ಥಿಕ ಸಂಕಷ್ಟಕ್ಕೆ ಸಿಲುಕಿದ್ದಾರೆ. ಸರ್ಕಾರ ಮಧ್ಯಪ್ರವೇಶಿಸಿ ನ್ಯಾಯ ಒದಗಿಸಬೇಕು ಎಂದು ಒತ್ತಾಯಿಸಿದರು. [766,1028,898,1064]
story1-body2: ನಾಯಕರಾದ ಕುಮಾರಸ್ವಾಮಿ ಅವರು ಮುಖ್ಯಮಂತ್ರಿಯಾಗಿದ್ದ ಸಂದರ್ಭದಲ್ಲಿ ರೈತರ ಸಾಲ ಮನ್ನಾ ಮಾಡಿದ್ದಾರೆ. ಪಂಚರತ್ನ ಯೋಜನೆ ಮೂಲಕ ಜನರ ಬಳಿಗೆ ತೆರಳುತ್ತಿದ್ದು, ರಾಜ್ಯದಲ್ಲಿ ಜೆಡಿಎಸ್ ಪರ ಅಲೆ ಇದೆ ಎಂದು ಹೇಳಿದರು. ಜಿಲ್ಲೆಯ ಎರಡೂ ಕ್ಷೇತ್ರಗಳಲ್ಲಿ ಪಕ್ಷದ ಅಭ್ಯರ್ಥಿಗಳು ಗೆಲುವು ಸಾಧಿಸಲಿದ್ದಾರೆ. [146,234,238,307]
story7-body3: ರಾಜ್ಯದಲ್ಲಿ ವಿಶೇಷ ಗೌರವ ಸಲ್ಲುತ್ತದೆ. ಕನ್ನಡಿಗರು ಭಾಷಾಭಿಮಾನ ಬೆಳೆಸಿಕೊಳ್ಳಬೇಕು. ಗಡಿ ಭಾಗದಲ್ಲಿ ಕನ್ನಡ ಶಾಲೆಗಳನ್ನು ಉಳಿಸುವ ನಿಟ್ಟಿನಲ್ಲಿ ಸರ್ಕಾರ ಕ್ರಮ ಕೈಗೊಳ್ಳಬೇಕು. ಕನ್ನಡಪರ ಸಂಘಟನೆಗಳ ಪದಾಧಿಕಾರಿಗಳು ಪಾಲ್ಗೊಂಡಿದ್ದರು. [296,1118,396,1173]
bullet-dot-icon [422,130,428,136]
story9-col4 [510,1250,634,1396]
story10-body-text: ಮೈಸೂರು, ನ.13– ಚಾಮರಾಜನಗರದ ಸರ್ಕಾರಿ ಪ್ರಥಮ ದರ್ಜೆ ಕಾಲೇಜಿನಲ್ಲಿ 2022–23ನೇ ಶೈಕ್ಷಣಿಕ ಸಾಲಿಗೆ ಅತಿಥಿ ಉಪನ್ಯಾಸಕರ ಹುದ್ದೆಗೆ ಅರ್ಜಿ ಆಹ್ವಾನಿಸಲಾಗಿದೆ. ಆಸಕ್ತರು ಆನ್‌ಲೈನ್ ಮೂಲಕ ಅರ್ಜಿ ಸಲ್ಲಿಸಬಹುದು. ಹೆಚ್ಚಿನ ಮಾಹಿತಿಗೆ ವೆಬ್‌ಸೈಟ್ ಸಂಪರ್ಕಿಸಬಹುದು. [642,1272,898,1299]
story10-body [642,1272,898,1360]
row-rule-1 [48,390,898,391]
story9-body1c: ಚಾಮರಾಜನಗರ, ನ.13– ಶಾಸಕ ಸಿ.ಪುಟ್ಟರಂಗಶೆಟ್ಟಿ ಅವರು ಎಸ್ಸಿ, ಎಸ್ಟಿ ಗುತ್ತಿಗೆದಾರರಿಗೆ ಮೀಸಲಿರುವ ತುಂಡು ಗುತ್ತಿಗೆ ಕಾಮಗಾರಿಗಳಲ್ಲಿ ಹಸ್ತಕ್ಷೇಪ ಮಾಡುತ್ತಿದ್ದಾರೆ ಎಂದು ಗುತ್ತಿಗೆದಾರರ ಸಂಘ ಆರೋಪಿಸಿದೆ. ಸುದ್ದಿಗೋಷ್ಠಿಯಲ್ಲಿ ಮಾತನಾಡಿದ ಪದಾಧಿಕಾರಿಗಳು, ಕಾನೂನು ಪ್ರಕಾರ ಮೀಸಲಾತಿ ಪಾಲನೆಯಾಗಬೇಕು. [510,1250,634,1305]
story4-box [294,416,414,478]
story1-col1 [50,234,142,386]
story3-headline1: ಡಿ.6, ಬೆಂಗಳೂರಲ್ಲಿ ದಲಿತ ಸಂಘಟನೆಗಳ [50,394,235,410]
story7-body2b: ಆಡಳಿತದಲ್ಲಿ ಕನ್ನಡ ಕಡ್ಡಾಯವಾಗಿ ಜಾರಿಯಾಗಬೇಕು. ಯುವ ಪೀಳಿಗೆಗೆ ಕನ್ನಡ ಸಾಹಿತ್ಯ, ಸಂಸ್ಕೃತಿ ಪರಿಚಯಿಸುವ ಕೆಲಸ ಆಗಬೇಕು ಎಂದರು. ಕಾರ್ಯಕ್ರಮದಲ್ಲಿ ಸಾಧಕರನ್ನು ಸನ್ಮಾನಿಸಲಾಯಿತು. ವಿದ್ಯಾರ್ಥಿಗಳಿಂದ ಸಾಂಸ್ಕೃತಿಕ ಕಾರ್ಯಕ್ರಮ ನಡೆಯಿತು. [50,1090,148,1145]
magenta-dot-icon [451,29,457,35]
masthead-underline [528,74,628,77]
cyan-dot-icon [50,1413,56,1419]
yellow-dot-icon [862,1413,868,1419]
story1-body2b: ನಾಯಕರಾದ ಕುಮಾರಸ್ವಾಮಿ ಅವರು ಮುಖ್ಯಮಂತ್ರಿಯಾಗಿದ್ದ ಸಂದರ್ಭದಲ್ಲಿ ರೈತರ ಸಾಲ ಮನ್ನಾ ಮಾಡಿದ್ದಾರೆ. ಪಂಚರತ್ನ ಯೋಜನೆ ಮೂಲಕ ಜನರ ಬಳಿಗೆ ತೆರಳುತ್ತಿದ್ದು, ರಾಜ್ಯದಲ್ಲಿ ಜೆಡಿಎಸ್ ಪರ ಅಲೆ ಇದೆ ಎಂದು ಹೇಳಿದರು. ಜಿಲ್ಲೆಯ ಎರಡೂ ಕ್ಷೇತ್ರಗಳಲ್ಲಿ ಪಕ್ಷದ ಅಭ್ಯರ್ಥಿಗಳು ಗೆಲುವು ಸಾಧಿಸಲಿದ್ದಾರೆ. [534,162,642,226]
yellow-dot-icon [462,1413,468,1419]
magenta-dot-icon [851,1413,857,1419]
story1-subhead: ಕೊಡಗು ಜೆಡಿಎಸ್ ಉಸ್ತುವಾರಿ ನರಸಿಂಹ ಮೂರ್ತಿ ವಿಶ್ವಾಸ [50,126,324,144]
